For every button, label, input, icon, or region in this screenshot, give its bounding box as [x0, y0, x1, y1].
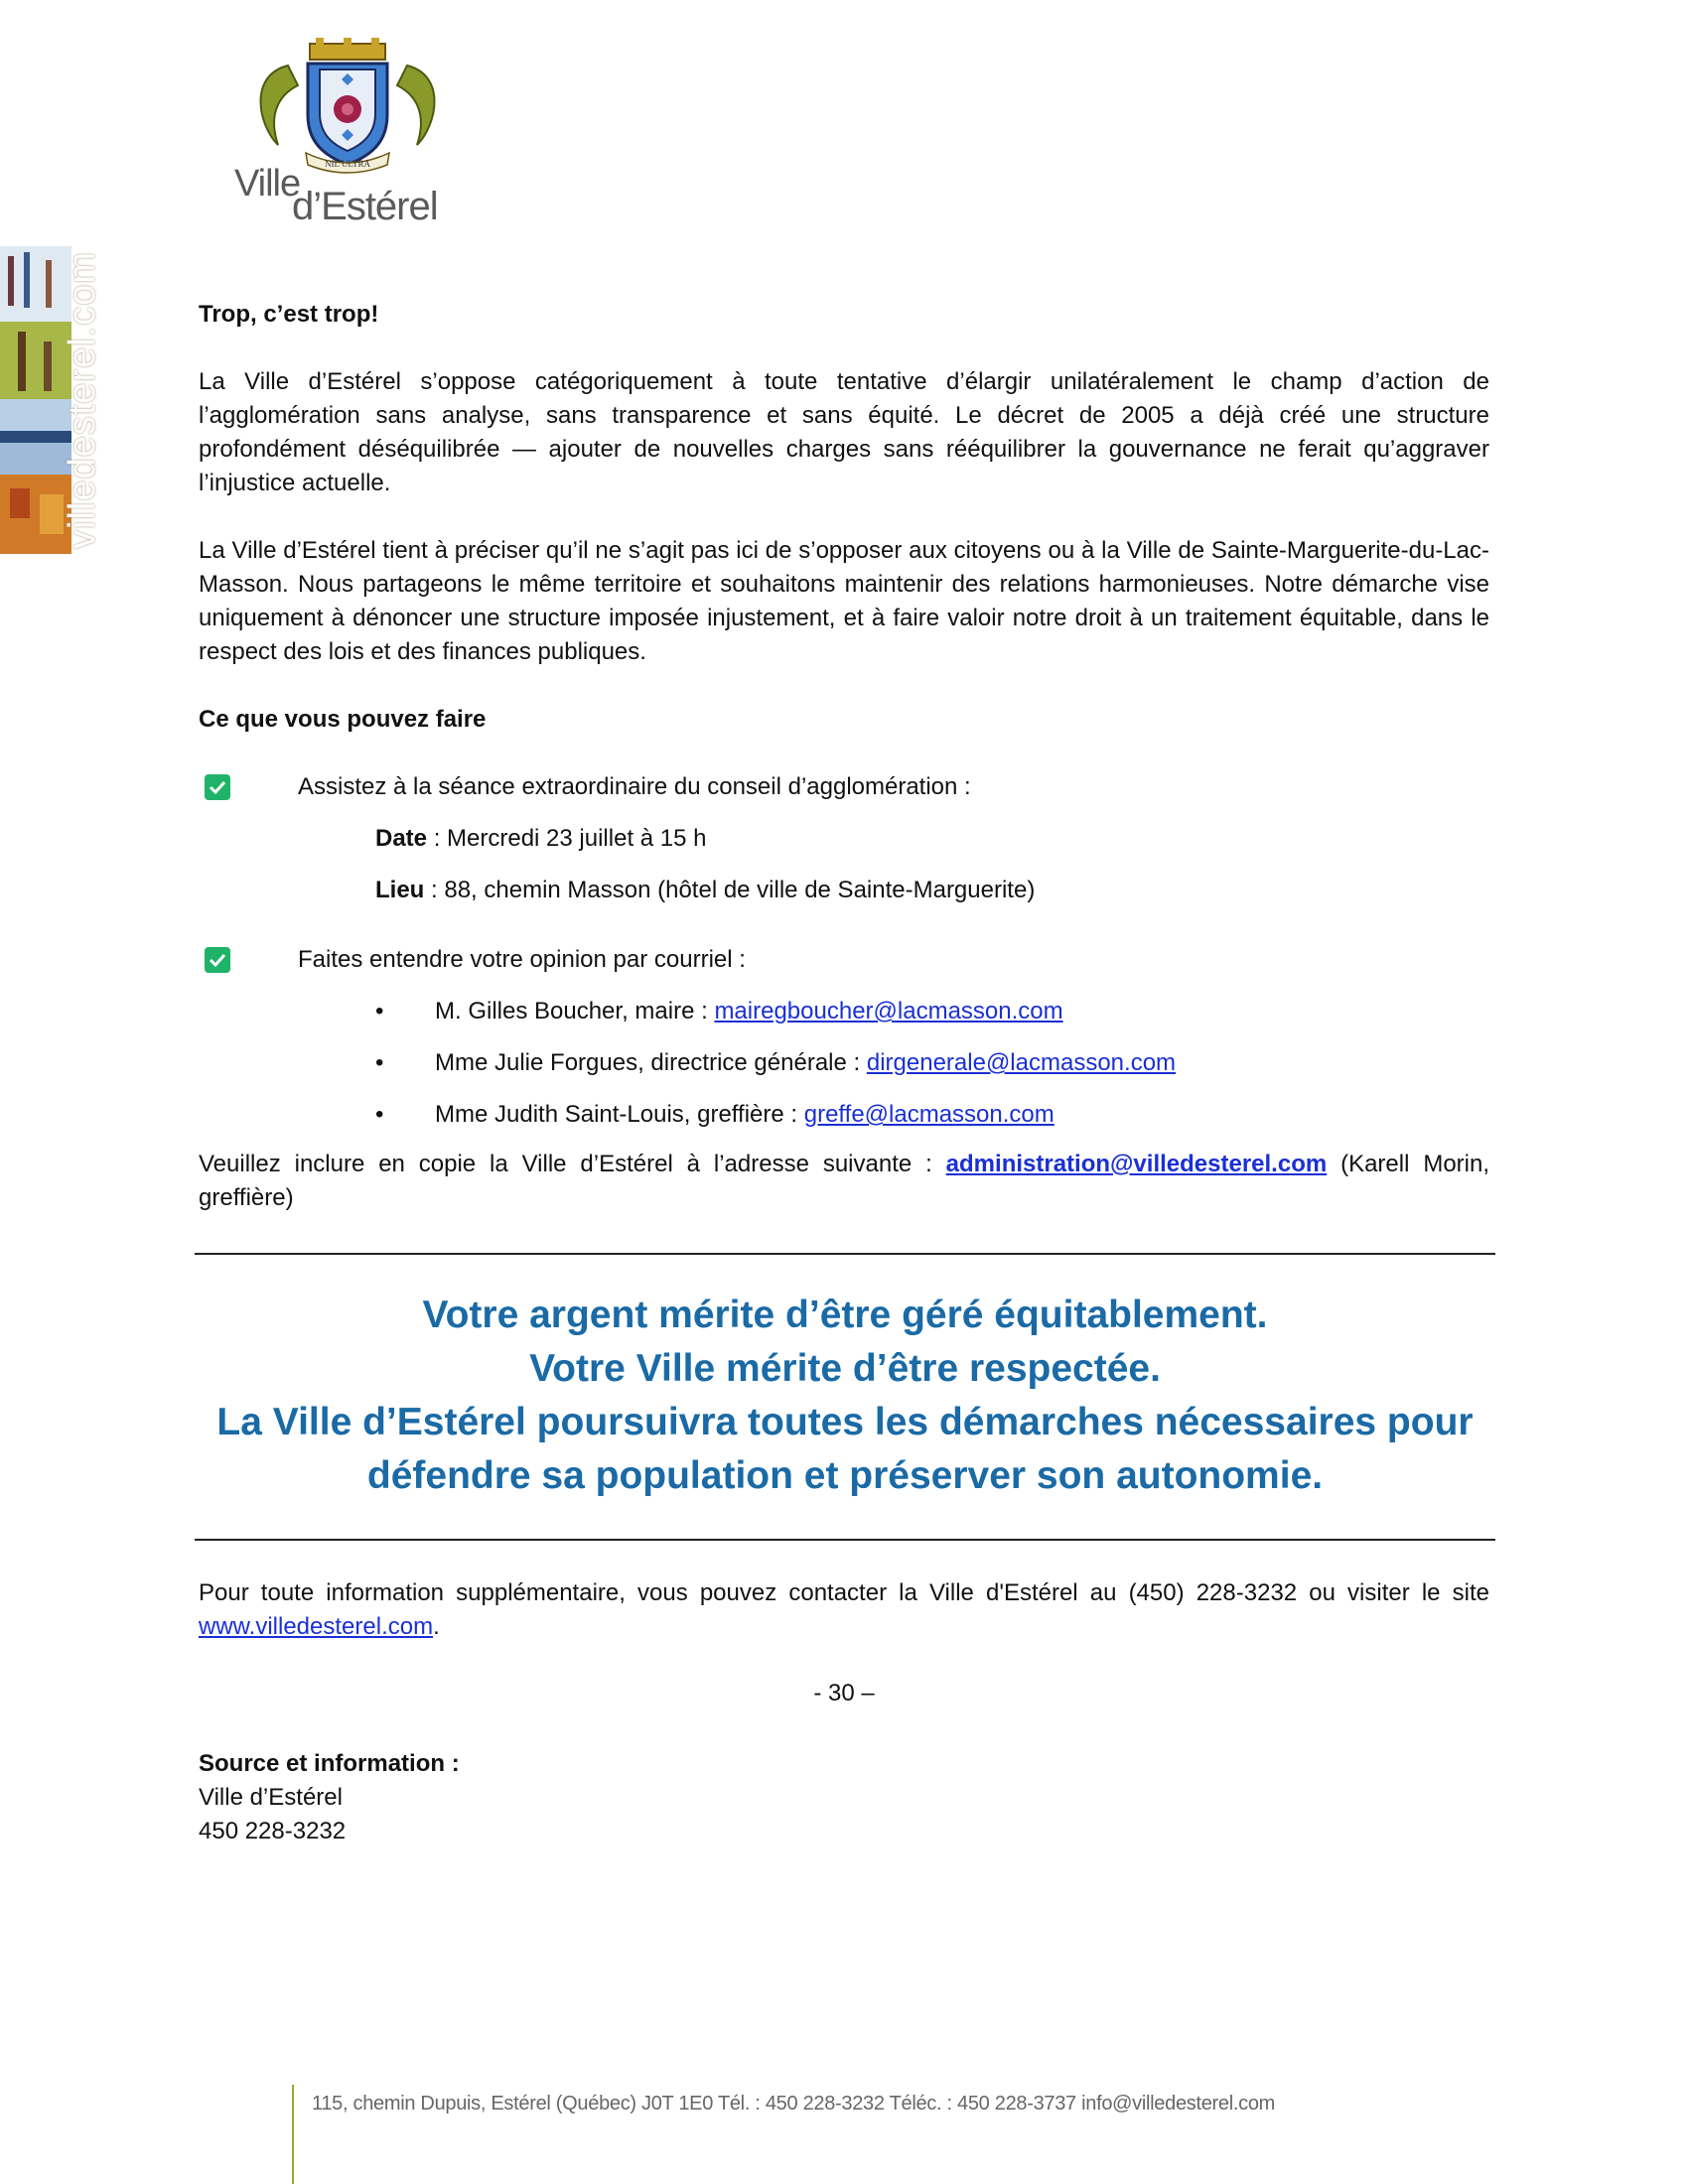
action-email-text: Faites entendre votre opinion par courriel :	[298, 946, 746, 973]
contact-list-item	[199, 1046, 1489, 1080]
meeting-date	[199, 822, 1489, 856]
logo-word-desterel: d’Estérel	[292, 185, 438, 228]
source-phone: 450 228-3232	[199, 1818, 347, 1844]
contact-info-paragraph	[199, 1576, 1489, 1644]
side-website-text: villedesterel.com	[62, 251, 103, 549]
bullet-icon: •	[375, 1101, 384, 1128]
cc-prefix: Veuillez inclure en copie la Ville d’Estérel à l’adresse suivante :	[199, 1151, 946, 1177]
contact-name: Mme Judith Saint-Louis, greffière :	[435, 1101, 804, 1128]
contact-name: M. Gilles Boucher, maire :	[435, 998, 715, 1024]
meeting-date-label: Date	[375, 825, 428, 852]
meeting-place-label: Lieu	[375, 877, 425, 903]
footer-accent-line	[292, 2085, 294, 2184]
website-link[interactable]: www.villedesterel.com	[199, 1613, 434, 1640]
divider-top	[195, 1253, 1495, 1255]
meeting-place-value: : 88, chemin Masson (hôtel de ville de Sainte-Marguerite)	[424, 877, 1036, 903]
source-block	[199, 1747, 460, 1848]
logo-word-ville: Ville	[234, 163, 301, 205]
paragraph-precision: La Ville d’Estérel tient à préciser qu’il ne s’agit pas ici de s’opposer aux citoyens ou à la Ville de Sainte-Marguerite-du-Lac-Masson. Nous partageons le même territoire et souhaitons maintenir des relations harmonieuses. Notre démarche vise uniquement à dénoncer une structure imposée injustement, et à faire valoir notre droit à un traitement équitable, dans le respect des lois et des finances publiques.	[199, 537, 1489, 665]
meeting-date-value: : Mercredi 23 juillet à 15 h	[427, 825, 707, 852]
checkbox-checked-icon	[205, 774, 230, 800]
statement-line-2: Votre Ville mérite d’être respectée.	[529, 1347, 1161, 1390]
page-number: - 30 –	[813, 1680, 875, 1706]
source-org: Ville d’Estérel	[199, 1784, 343, 1811]
bullet-icon: •	[375, 1049, 384, 1076]
action-item-attend	[199, 770, 1489, 804]
section-heading-trop: Trop, c’est trop!	[199, 301, 379, 328]
action-item-email	[199, 943, 1489, 977]
statement-line-1: Votre argent mérite d’être géré équitablement.	[422, 1294, 1268, 1336]
contact-email-link[interactable]: mairegboucher@lacmasson.com	[714, 998, 1063, 1024]
action-attend-text: Assistez à la séance extraordinaire du conseil d’agglomération :	[298, 773, 971, 800]
side-photo-strip	[0, 246, 119, 554]
statement-line-4: défendre sa population et préserver son autonomie.	[366, 1454, 1324, 1497]
paragraph-opposition: La Ville d’Estérel s’oppose catégoriquement à toute tentative d’élargir unilatéralement le champ d’action de l’agglomération sans analyse, sans transparence et sans équité. Le décret de 2005 a déjà créé une structure profondément déséquilibrée — ajouter de nouvelles charges sans rééquilibrer la gouvernance ne ferait qu’aggraver l’injustice actuelle.	[199, 368, 1489, 496]
bullet-icon: •	[375, 998, 384, 1024]
section-heading-actions: Ce que vous pouvez faire	[199, 706, 487, 733]
cc-suffix: (Karell Morin, greffière)	[199, 1151, 1490, 1211]
contact-name: Mme Julie Forgues, directrice générale :	[435, 1049, 867, 1076]
cc-email-link[interactable]: administration@villedesterel.com	[945, 1151, 1328, 1177]
info-suffix: .	[433, 1613, 440, 1640]
checkbox-checked-icon	[205, 947, 230, 973]
contact-email-link[interactable]: dirgenerale@lacmasson.com	[866, 1049, 1177, 1076]
document-body	[199, 298, 1489, 1249]
svg-text:NIL ULTRA: NIL ULTRA	[324, 159, 371, 169]
contact-list-item	[199, 995, 1489, 1028]
contact-email-link[interactable]: greffe@lacmasson.com	[803, 1101, 1055, 1128]
cc-instruction	[199, 1148, 1489, 1215]
divider-bottom	[195, 1539, 1495, 1541]
footer-address: 115, chemin Dupuis, Estérel (Québec) J0T 1E0 Tél. : 450 228-3232 Téléc. : 450 228-3737 info@villedesterel.com	[312, 2093, 1276, 2115]
contact-list-item	[199, 1098, 1489, 1132]
town-logo	[228, 36, 467, 234]
source-heading: Source et information :	[199, 1750, 460, 1777]
info-text: Pour toute information supplémentaire, vous pouvez contacter la Ville d'Estérel au (450) 228-3232 ou visiter le site	[199, 1579, 1489, 1606]
meeting-place	[199, 874, 1489, 907]
statement-line-3: La Ville d’Estérel poursuivra toutes les démarches nécessaires pour	[216, 1401, 1474, 1443]
coat-of-arms-icon	[228, 36, 467, 175]
key-statement	[195, 1289, 1495, 1503]
